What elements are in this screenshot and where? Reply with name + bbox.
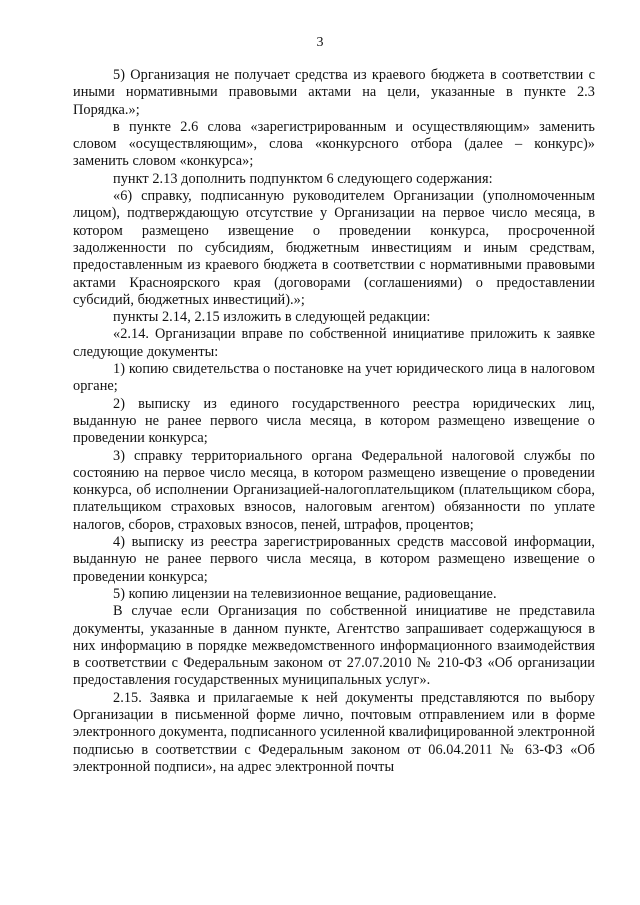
paragraph: пункты 2.14, 2.15 изложить в следующей редакции: [113, 309, 431, 326]
paragraph: 3) справку территориального органа Федеральной налоговой службы по состоянию на первое число месяца, в котором размещено извещение о проведении конкурса, об исполнении Организацией-налогоплательщиком (плательщиком сбора, плательщиком страховых взносов, налоговым агентом) обязанности по уплате налогов, сборов, страховых взносов, пеней, штрафов, процентов; [73, 447, 595, 533]
paragraph: в пункте 2.6 слова «зарегистрированным и осуществляющим» заменить словом «осуществляющим», слова «конкурсного отбора (далее – конкурс)» заменить словом «конкурса»; [73, 118, 595, 170]
paragraph: 2.15. Заявка и прилагаемые к ней документы представляются по выбору Организации в письменной форме лично, почтовым отправлением или в форме электронного документа, подписанного усиленной квалифицированной электронной подписью в соответствии с Федеральным законом от 06.04.2011 № 63-ФЗ «Об электронной подписи», на адрес электронной почты [73, 689, 596, 775]
paragraph: 2) выписку из единого государственного реестра юридических лиц, выданную не ранее первого числа месяца, в котором размещено извещение о проведении конкурса; [73, 395, 595, 447]
paragraph: 5) Организация не получает средства из краевого бюджета в соответствии с иными нормативными правовыми актами на цели, указанные в пункте 2.3 Порядка.»; [73, 67, 595, 118]
paragraph: 5) копию лицензии на телевизионное вещание, радиовещание. [113, 585, 497, 602]
paragraph: 4) выписку из реестра зарегистрированных средств массовой информации, выданную не ранее первого числа месяца, в котором размещено извещение о проведении конкурса; [73, 534, 595, 585]
paragraph: «2.14. Организации вправе по собственной инициативе приложить к заявке следующие документы: [73, 326, 595, 360]
paragraph: «6) справку, подписанную руководителем Организации (уполномоченным лицом), подтверждающую отсутствие у Организации на первое число месяца, в котором размещено извещение о проведении конкурса, просроченной задолженности по субсидиям, бюджетным инвестициям и иным средствам, предоставленным из краевого бюджета в соответствии с нормативными правовыми актами Красноярского края (договорами (соглашениями) о предоставлении субсидий, бюджетных инвестиций).»; [73, 188, 595, 308]
page-number: 3 [316, 35, 324, 50]
paragraph: пункт 2.13 дополнить подпунктом 6 следующего содержания: [113, 170, 493, 187]
paragraph: В случае если Организация по собственной инициативе не представила документы, указанные в данном пункте, Агентство запрашивает содержащуюся в них информацию в порядке межведомственного информационного взаимодействия в соответствии с Федеральным законом от 27.07.2010 № 210-ФЗ «Об организации предоставления государственных муниципальных услуг». [73, 603, 595, 689]
paragraph: 1) копию свидетельства о постановке на учет юридического лица в налоговом органе; [73, 361, 595, 395]
document-body [73, 67, 595, 776]
